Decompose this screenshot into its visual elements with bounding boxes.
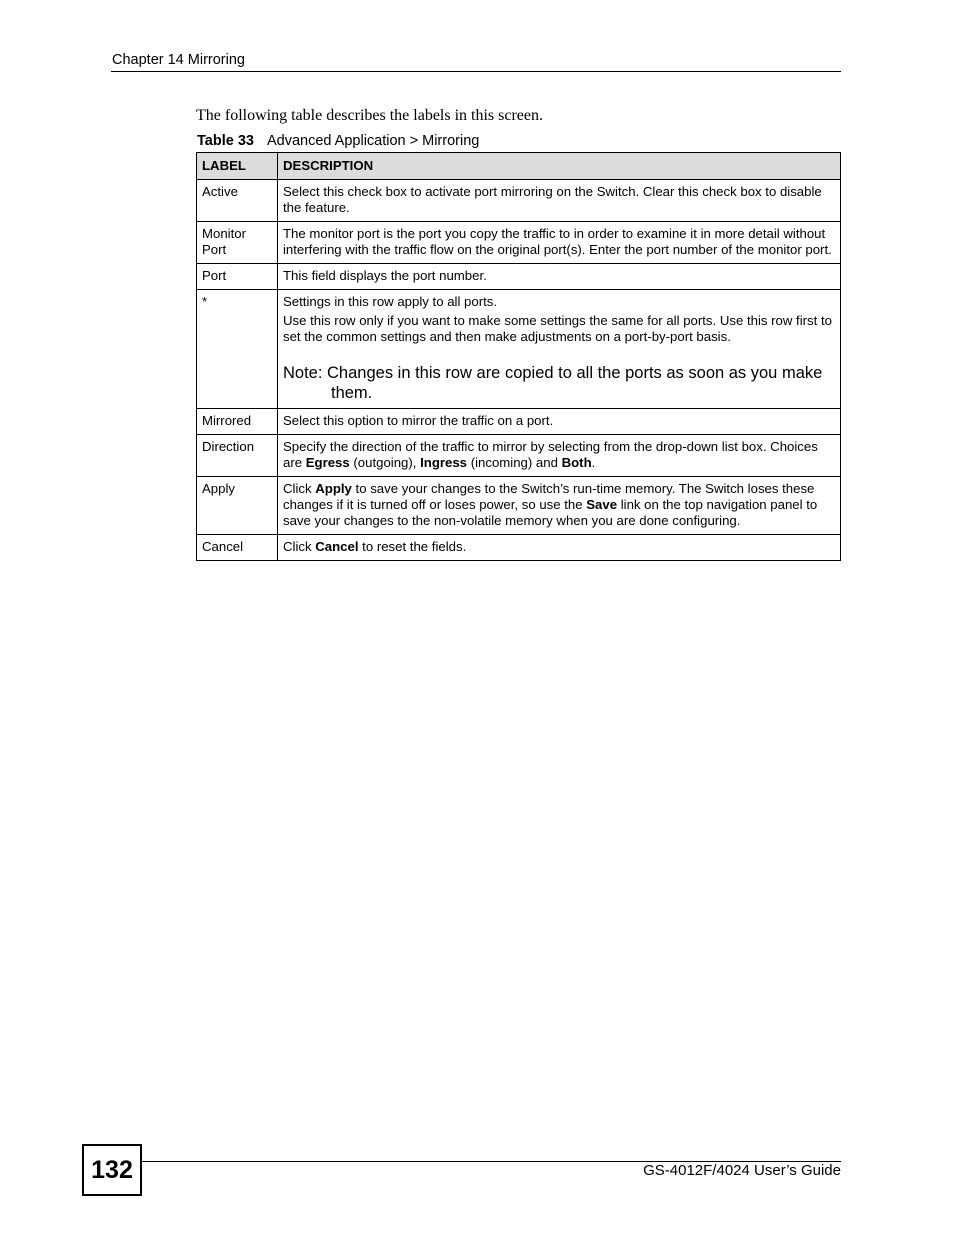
row-description bbox=[278, 222, 841, 264]
description-text: Settings in this row apply to all ports. bbox=[283, 294, 498, 309]
description-text: Specify the direction of the traffic to mirror by selecting from the drop-down list box. Choices are Egress (outgoing), Ingress (incoming) and Both. bbox=[283, 439, 818, 470]
note-text: Note: Changes in this row are copied to all the ports as soon as you make them. bbox=[283, 364, 823, 402]
table-title: Advanced Application > Mirroring bbox=[266, 133, 480, 149]
table-row bbox=[197, 264, 841, 290]
row-description bbox=[278, 535, 841, 561]
column-header-label: LABEL bbox=[197, 153, 278, 180]
column-header-description: DESCRIPTION bbox=[278, 153, 841, 180]
description-text: Select this option to mirror the traffic on a port. bbox=[283, 413, 554, 428]
description-text: Select this check box to activate port mirroring on the Switch. Clear this check box to disable the feature. bbox=[283, 184, 822, 215]
table-caption bbox=[197, 133, 479, 149]
row-description bbox=[278, 290, 841, 409]
row-label: Monitor Port bbox=[197, 222, 278, 264]
row-label: * bbox=[197, 290, 278, 409]
table-row bbox=[197, 409, 841, 435]
description-text: Click Apply to save your changes to the Switch’s run-time memory. The Switch loses these changes if it is turned off or loses power, so use the Save link on the top navigation panel to save your changes to the non-volatile memory when you are done configuring. bbox=[283, 481, 818, 528]
row-description bbox=[278, 180, 841, 222]
chapter-header: Chapter 14 Mirroring bbox=[112, 52, 245, 68]
table-row bbox=[197, 435, 841, 477]
table-number: Table 33 bbox=[197, 133, 254, 149]
intro-text: The following table describes the labels in this screen. bbox=[196, 107, 544, 124]
row-label: Active bbox=[197, 180, 278, 222]
description-text: Use this row only if you want to make some settings the same for all ports. Use this row first to set the common settings and then make adjustments on a port-by-port basis. bbox=[283, 313, 832, 344]
table-row bbox=[197, 180, 841, 222]
guide-title: GS-4012F/4024 User’s Guide bbox=[643, 1162, 841, 1179]
row-description bbox=[278, 477, 841, 535]
table-row bbox=[197, 290, 841, 409]
row-description bbox=[278, 409, 841, 435]
row-label: Direction bbox=[197, 435, 278, 477]
header-divider bbox=[111, 71, 841, 72]
row-label: Cancel bbox=[197, 535, 278, 561]
table-row bbox=[197, 535, 841, 561]
row-description bbox=[278, 435, 841, 477]
row-description bbox=[278, 264, 841, 290]
description-text: Click Cancel to reset the fields. bbox=[283, 539, 467, 554]
description-text: This field displays the port number. bbox=[283, 268, 487, 283]
table-row bbox=[197, 222, 841, 264]
row-label: Apply bbox=[197, 477, 278, 535]
table-header-row bbox=[197, 153, 841, 180]
description-table bbox=[196, 152, 841, 561]
row-label: Port bbox=[197, 264, 278, 290]
row-label: Mirrored bbox=[197, 409, 278, 435]
description-text: The monitor port is the port you copy the traffic to in order to examine it in more detail without interfering with the traffic flow on the original port(s). Enter the port number of the monitor port. bbox=[283, 226, 832, 257]
table-row bbox=[197, 477, 841, 535]
page-number: 132 bbox=[82, 1144, 142, 1196]
